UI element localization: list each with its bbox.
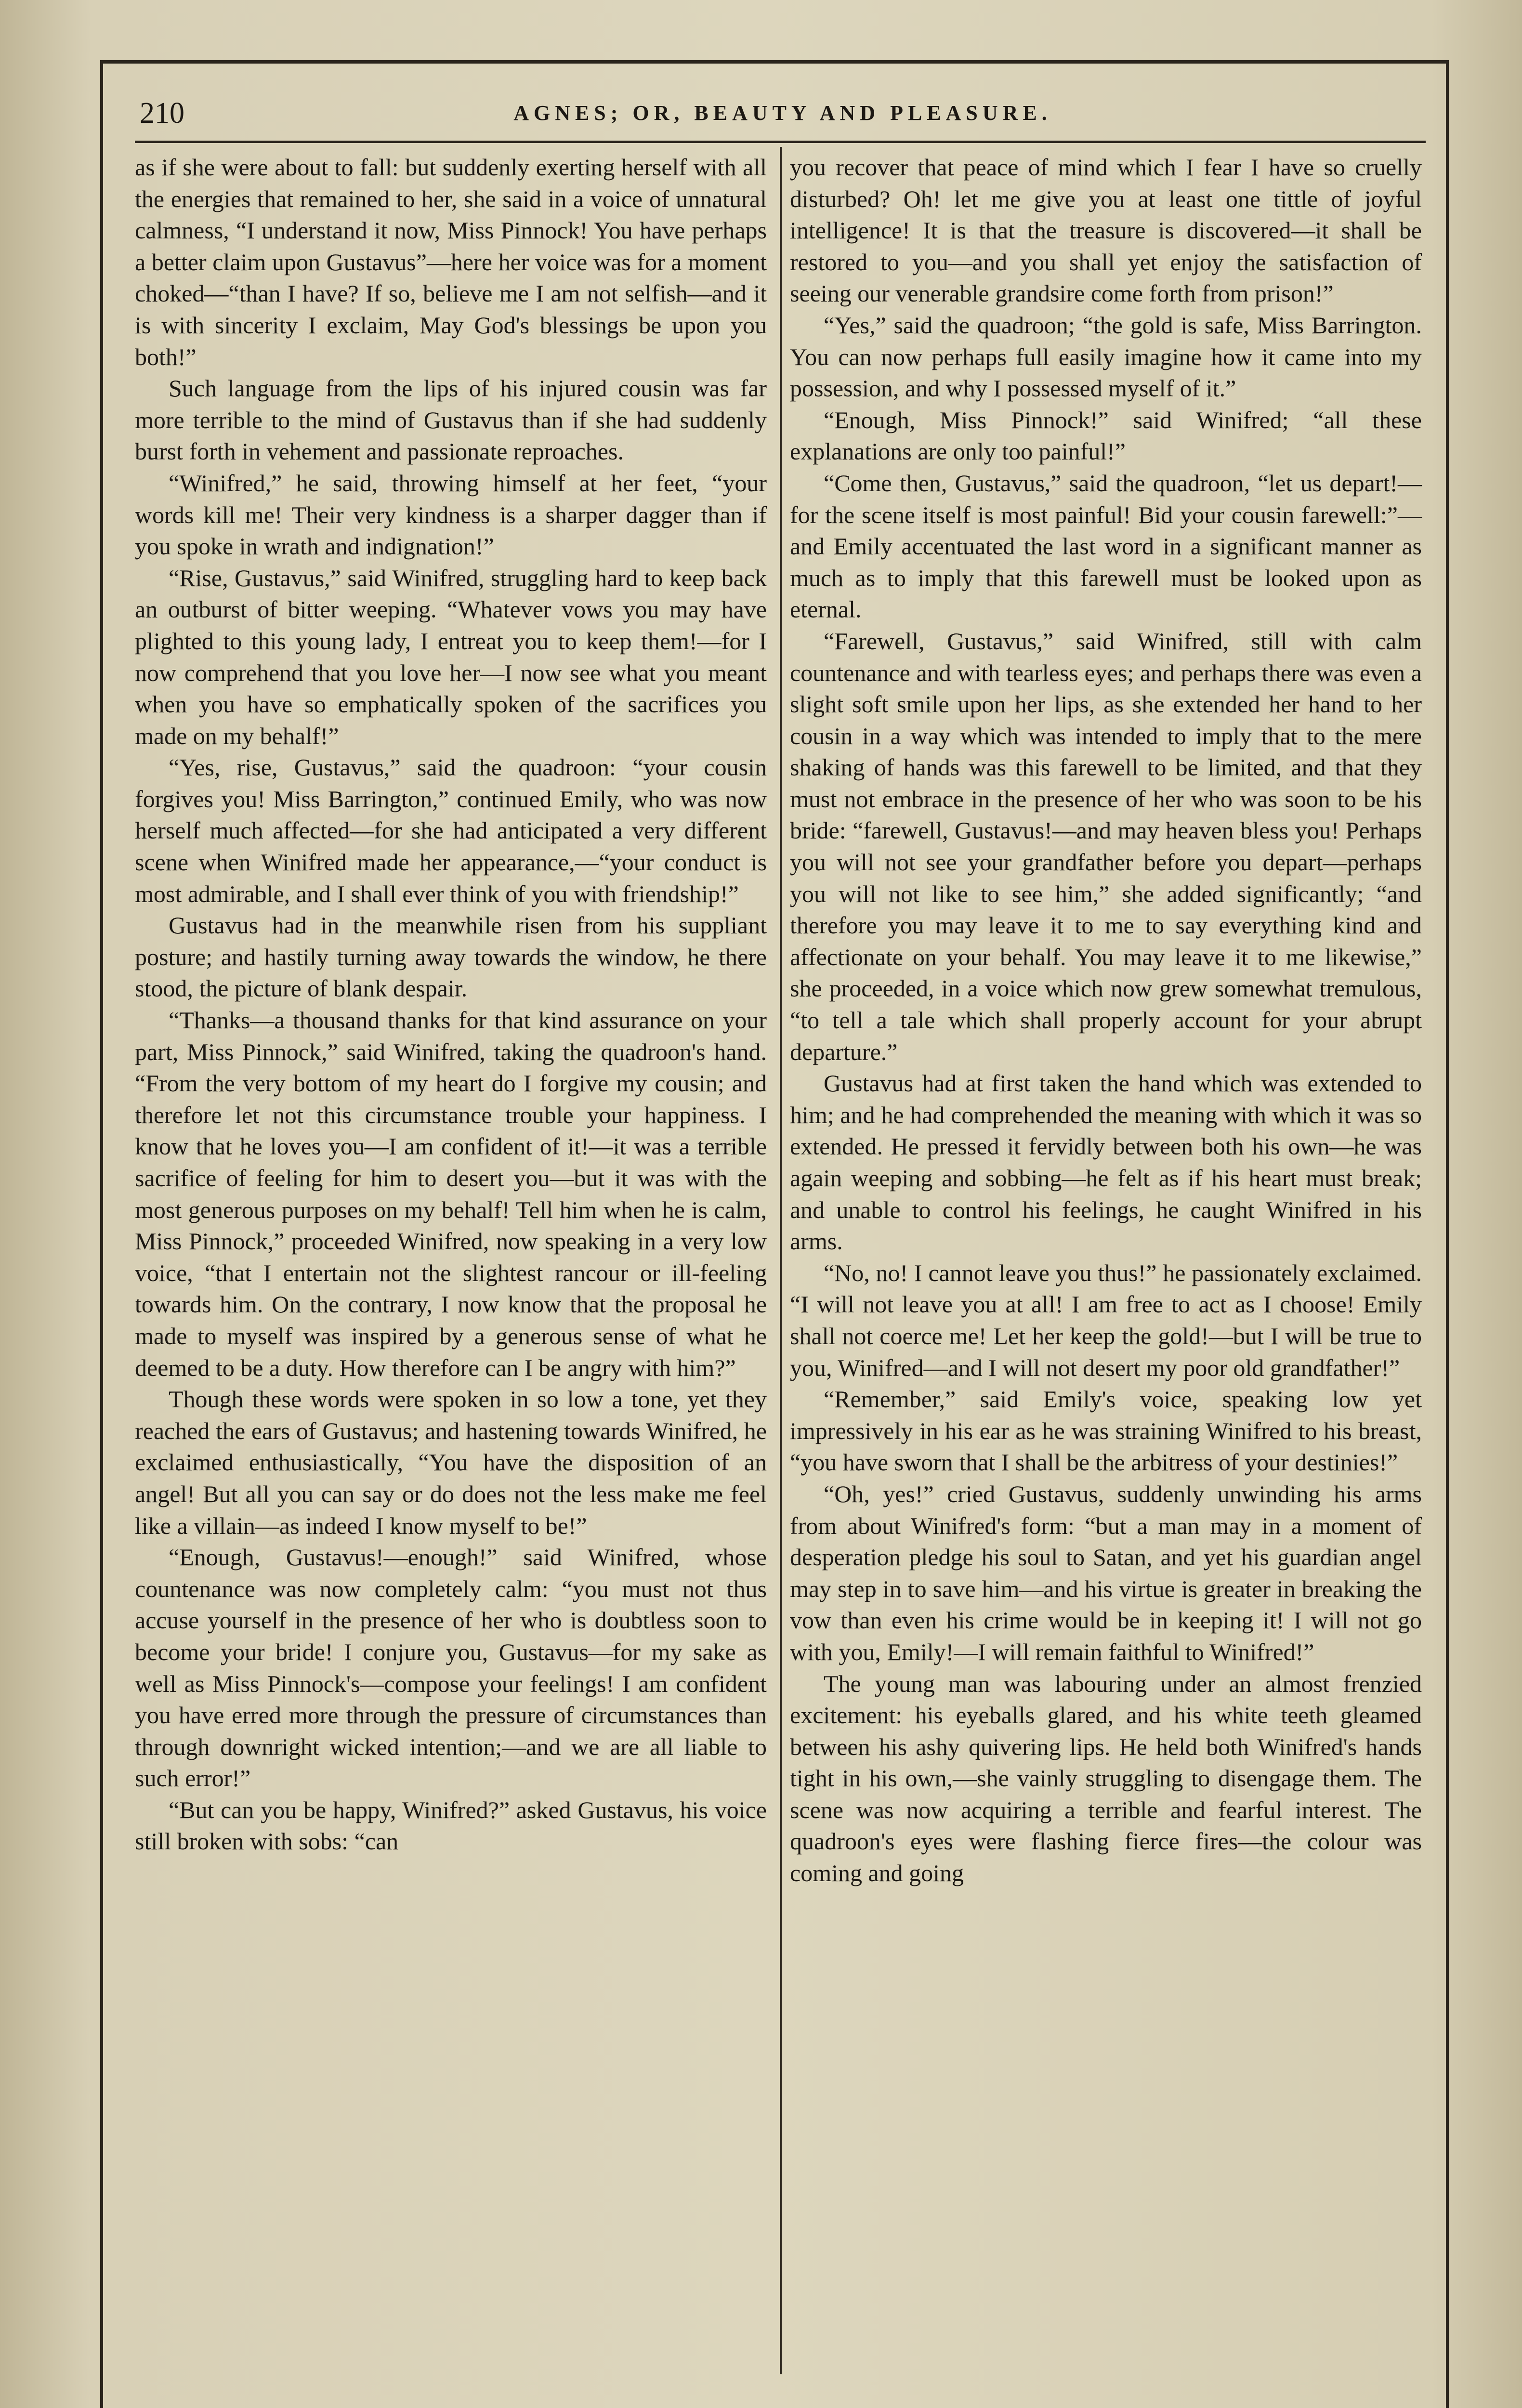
paragraph: Such language from the lips of his injured cousin was far more terrible to the mind of Gustavus than if she had suddenly burst forth in vehement and passionate reproaches. — [135, 375, 767, 465]
running-title: AGNES; OR, BEAUTY AND PLEASURE. — [513, 101, 1052, 125]
paragraph: Gustavus had in the meanwhile risen from his suppliant posture; and hastily turning away towards the window, he there stood, the picture of blank despair. — [135, 912, 767, 1002]
paragraph: “Enough, Gustavus!—enough!” said Winifred, whose countenance was now completely calm: “you must not thus accuse yourself in the presence of her who is doubtless soon to become your bride! I conjure you, Gustavus—for my sake as well as Miss Pinnock's—compose your feelings! I am confident you have erred more through the pressure of circumstances than through downright wicked intention;—and we are all liable to such error!” — [135, 1544, 767, 1792]
paragraph: “Winifred,” he said, throwing himself at her feet, “your words kill me! Their very kindness is a sharper dagger than if you spoke in wrath and indignation!” — [135, 469, 767, 560]
paragraph: “But can you be happy, Winifred?” asked Gustavus, his voice still broken with sobs: “can — [135, 1796, 767, 1855]
page-border-top — [100, 60, 1449, 64]
paragraph: as if she were about to fall: but suddenly exerting herself with all the energies that remained to her, she said in a voice of unnatural calmness, “I understand it now, Miss Pinnock! You have perhaps a better claim upon Gustavus”—here her voice was for a moment choked—“than I have? If so, believe me I am not selfish—and it is with sincerity I exclaim, May God's blessings be upon you both!” — [135, 154, 767, 370]
paragraph: “Remember,” said Emily's voice, speaking low yet impressively in his ear as he was straining Winifred to his breast, “you have sworn that I shall be the arbitress of your destinies!” — [790, 1386, 1422, 1476]
paragraph: “Yes,” said the quadroon; “the gold is safe, Miss Barrington. You can now perhaps full easily imagine how it came into my possession, and why I possessed myself of it.” — [790, 311, 1422, 402]
paragraph: Gustavus had at first taken the hand which was extended to him; and he had comprehended the meaning with which it was so extended. He pressed it fervidly between both his own—he was again weeping and sobbing—he felt as if his heart must break; and unable to control his feelings, he caught Winifred in his arms. — [790, 1070, 1422, 1255]
paragraph: “Enough, Miss Pinnock!” said Winifred; “all these explanations are only too painful!” — [790, 406, 1422, 465]
paragraph: “Come then, Gustavus,” said the quadroon, “let us depart!—for the scene itself is most painful! Bid your cousin farewell:”—and Emily accentuated the last word in a significant manner as much as to imply that this farewell must be looked upon as eternal. — [790, 469, 1422, 623]
left-column — [135, 152, 767, 1858]
page-border-left — [100, 60, 103, 2408]
paragraph: The young man was labouring under an almost frenzied excitement: his eyeballs glared, and his white teeth gleamed between his ashy quivering lips. He held both Winifred's hands tight in his own,—she vainly struggling to disengage them. The scene was now acquiring a terrible and fearful interest. The quadroon's eyes were flashing fierce fires—the colour was coming and going — [790, 1670, 1422, 1887]
page-border-right — [1446, 60, 1449, 2408]
page-number: 210 — [140, 97, 184, 130]
paragraph: “Oh, yes!” cried Gustavus, suddenly unwinding his arms from about Winifred's form: “but a man may in a moment of desperation pledge his soul to Satan, and yet his guardian angel may step in to save him—and his virtue is greater in breaking the vow than even his crime would be in keeping it! I will not go with you, Emily!—I will remain faithful to Winifred!” — [790, 1480, 1422, 1665]
paragraph: Though these words were spoken in so low a tone, yet they reached the ears of Gustavus; and hastening towards Winifred, he exclaimed enthusiastically, “You have the disposition of an angel! But all you can say or do does not the less make me feel like a villain—as indeed I know myself to be!” — [135, 1386, 767, 1539]
paragraph: “Thanks—a thousand thanks for that kind assurance on your part, Miss Pinnock,” said Winifred, taking the quadroon's hand. “From the very bottom of my heart do I forgive my cousin; and therefore let not this circumstance trouble your happiness. I know that he loves you—I am confident of it!—it was a terrible sacrifice of feeling for him to desert you—but it was with the most generous purposes on my behalf! Tell him when he is calm, Miss Pinnock,” proceeded Winifred, now speaking in a very low voice, “that I entertain not the slightest rancour or ill-feeling towards him. On the contrary, I now know that the proposal he made to myself was inspired by a generous sense of what he deemed to be a duty. How therefore can I be angry with him?” — [135, 1007, 767, 1381]
header-rule — [135, 141, 1426, 143]
paragraph: “No, no! I cannot leave you thus!” he passionately exclaimed. “I will not leave you at all! I am free to act as I choose! Emily shall not coerce me! Let her keep the gold!—but I will be true to you, Winifred—and I will not desert my poor old grandfather!” — [790, 1259, 1422, 1381]
paragraph: “Rise, Gustavus,” said Winifred, struggling hard to keep back an outburst of bitter weeping. “Whatever vows you may have plighted to this young lady, I entreat you to keep them!—for I now comprehend that you love her—I now see what you meant when you have so emphatically spoken of the sacrifices you made on my behalf!” — [135, 564, 767, 749]
column-rule — [780, 147, 782, 2374]
right-column — [790, 152, 1422, 1889]
paragraph: you recover that peace of mind which I fear I have so cruelly disturbed? Oh! let me give you at least one tittle of joyful intelligence! It is that the treasure is discovered—it shall be restored to you—and you shall yet enjoy the satisfaction of seeing our venerable grandsire come forth from prison!” — [790, 154, 1422, 307]
paragraph: “Farewell, Gustavus,” said Winifred, still with calm countenance and with tearless eyes; and perhaps there was even a slight soft smile upon her lips, as she extended her hand to her cousin in a way which was intended to imply that to the mere shaking of hands was this farewell to be limited, and that they must not embrace in the presence of her who was soon to be his bride: “farewell, Gustavus!—and may heaven bless you! Perhaps you will not see your grandfather before you depart—perhaps you will not like to see him,” she added significantly; “and therefore you may leave it to me to say everything kind and affectionate on your behalf. You may leave it to me likewise,” she proceeded, in a voice which now grew somewhat tremulous, “to tell a tale which shall properly account for your abrupt departure.” — [790, 627, 1422, 1065]
page-header — [140, 92, 1426, 135]
paragraph: “Yes, rise, Gustavus,” said the quadroon: “your cousin forgives you! Miss Barrington,” continued Emily, who was now herself much affected—for she had anticipated a very different scene when Winifred made her appearance,—“your conduct is most admirable, and I shall ever think of you with friendship!” — [135, 754, 767, 907]
